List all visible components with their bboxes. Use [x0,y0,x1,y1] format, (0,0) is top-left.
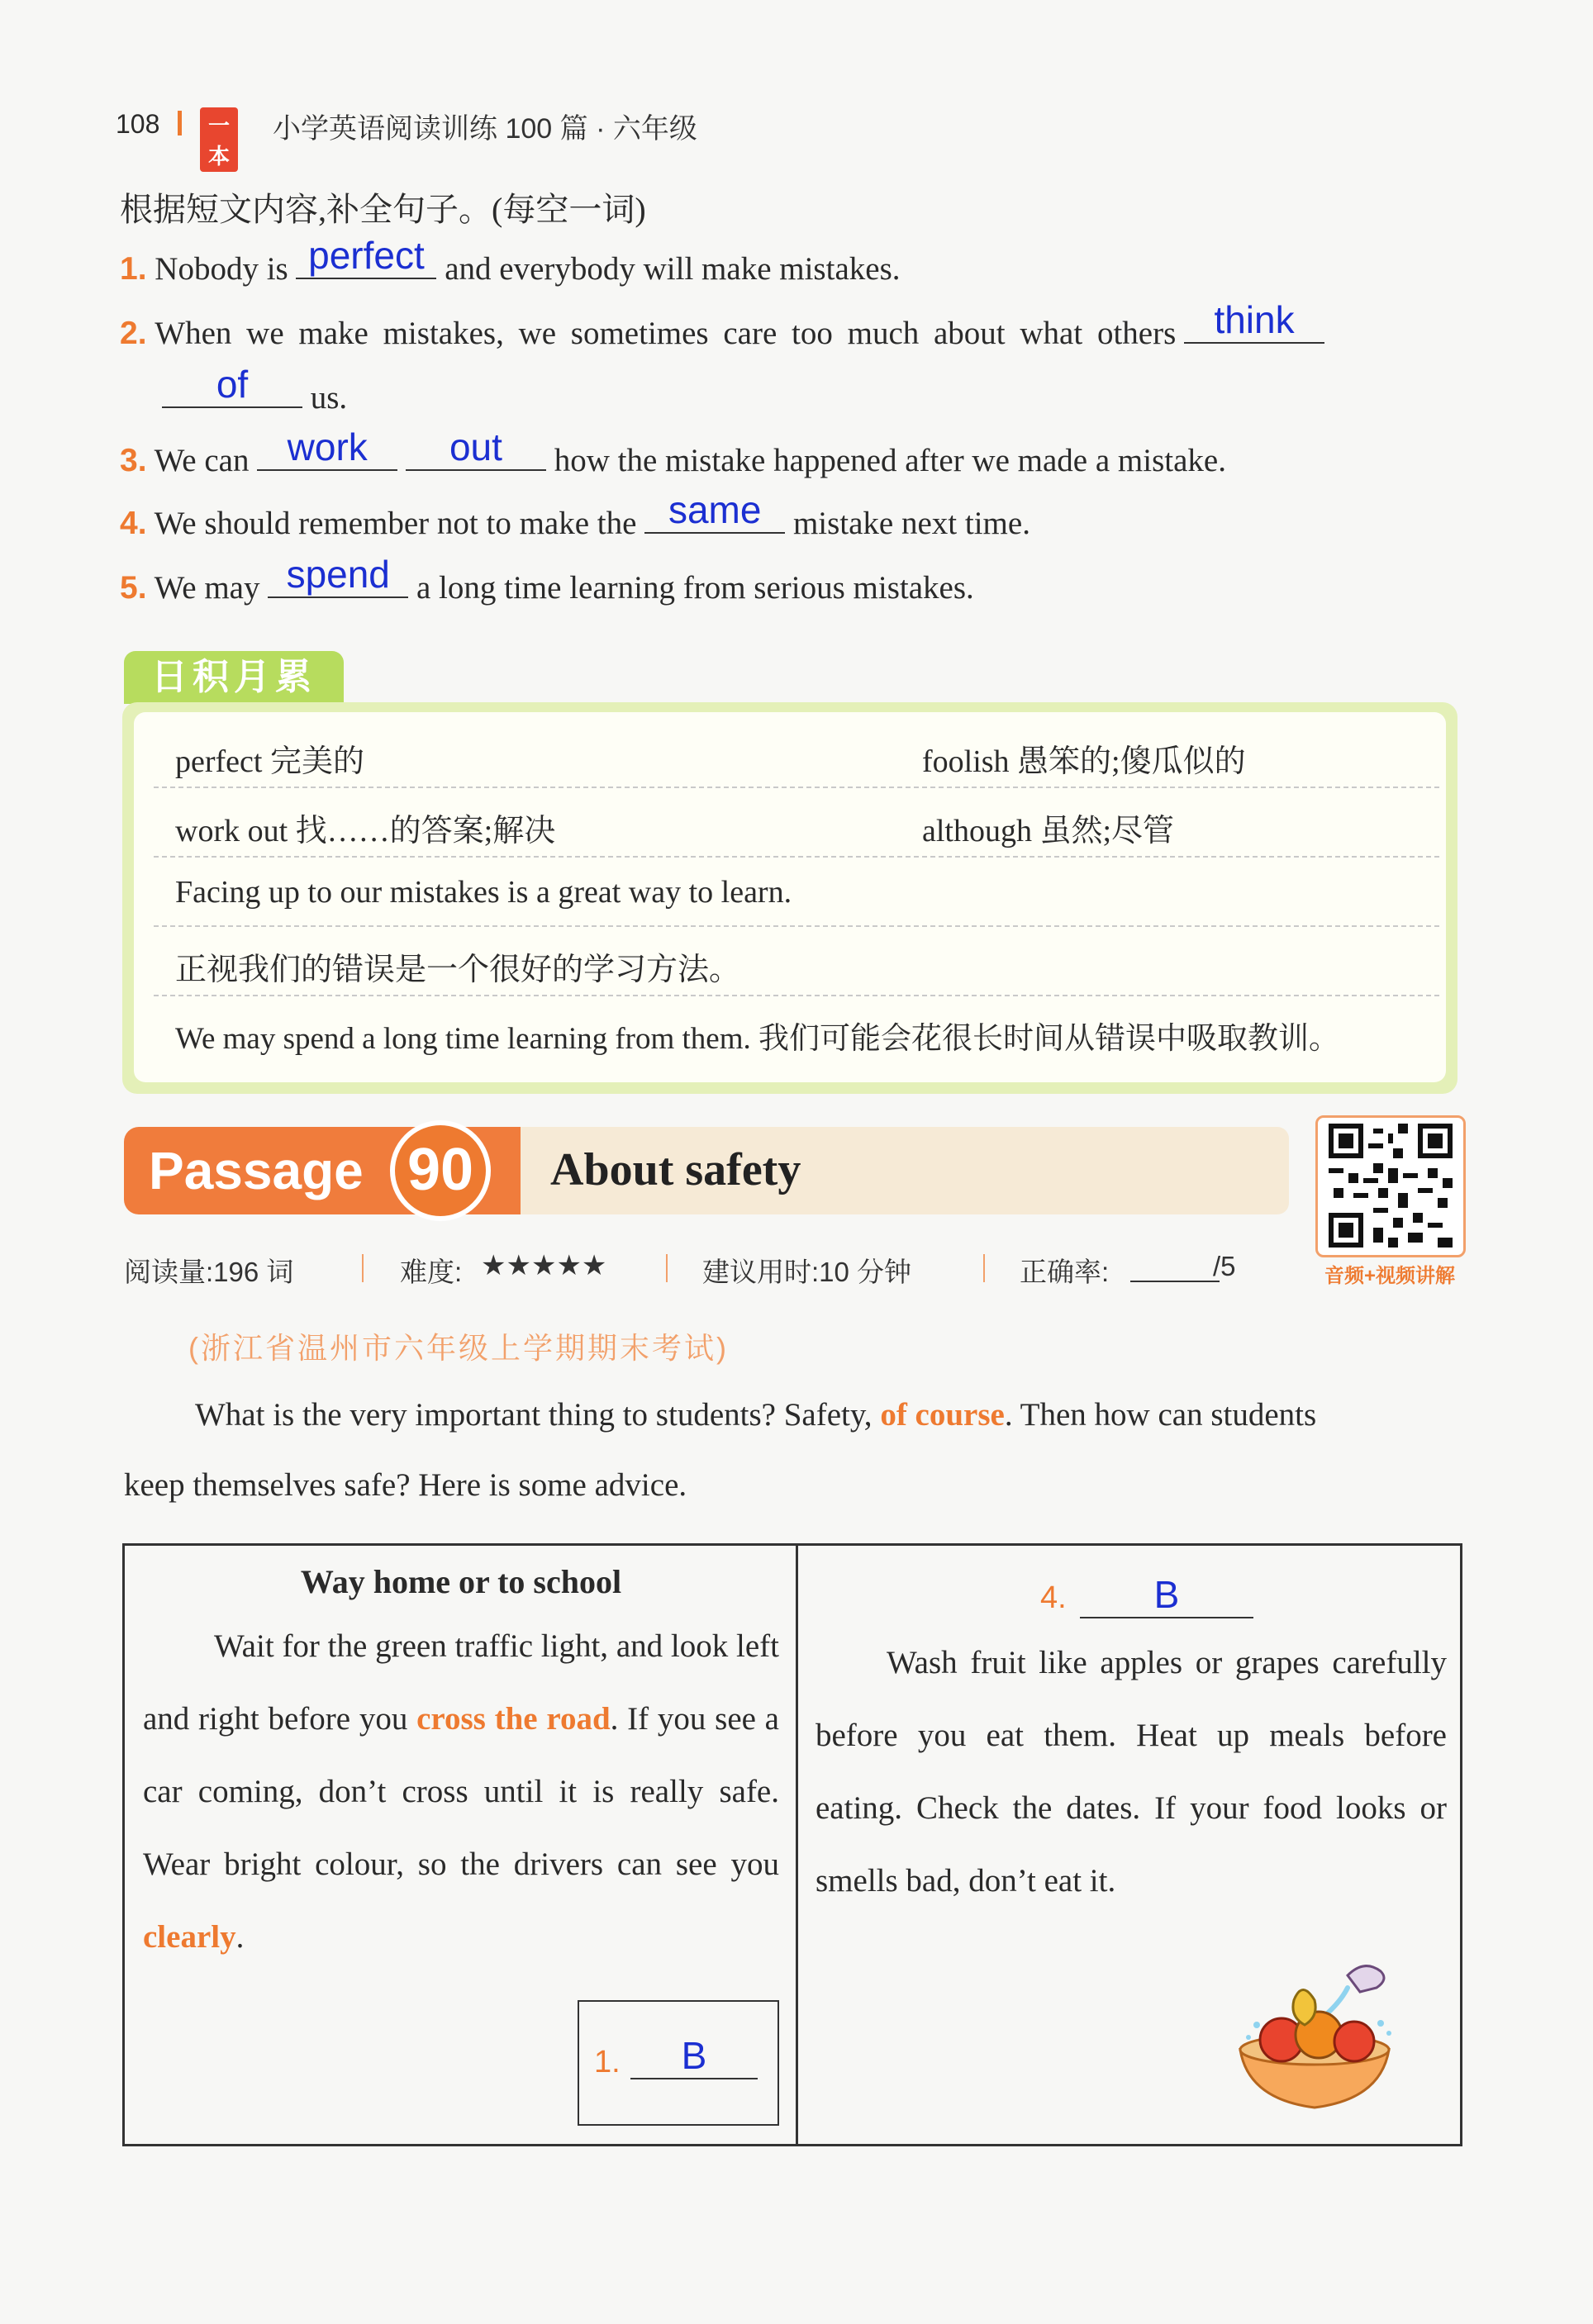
brand-logo: 一本 [200,107,238,172]
answer: perfect [308,234,425,277]
question-4: 4. We should remember not to make the same mistake next time. [120,488,1030,541]
answer-blank[interactable] [296,234,436,279]
answer: think [1214,298,1295,341]
answer: work [287,425,368,468]
question-5: 5. We may spend a long time learning from serious mistakes. [120,553,974,606]
question-1: 1. Nobody is perfect and everybody will make mistakes. [120,234,901,287]
qr-code-icon [1329,1124,1453,1248]
question-3: 3. We can work out how the mistake happened after we made a mistake. [120,425,1226,478]
vocab-sentence: 正视我们的错误是一个很好的学习方法。 [175,953,741,987]
page-number: 108 [116,109,160,139]
difficulty-label: 难度: [400,1257,463,1287]
vocab-row [154,717,1439,788]
vocab-row [154,925,1439,996]
suggested-time: 建议用时:10 分钟 [702,1257,912,1287]
answer-blank[interactable] [268,553,408,598]
passage-intro: What is the very important thing to students? Safety, of course. Then how can students keep themselves safe? Here is some advice. [124,1397,1317,1503]
answer-blank[interactable] [1184,298,1324,344]
vocab-row [154,787,1439,858]
answer: out [449,425,502,468]
table-cell-left [143,1557,779,1974]
answer-box-1[interactable] [578,2000,779,2126]
question-number: 2. [120,316,147,351]
answer-blank[interactable] [644,488,785,534]
question-number: 1. [594,2045,621,2079]
passage-number-badge: 90 [390,1120,491,1221]
cell-body: Wash fruit like apples or grapes carefully before you eat them. Heat up meals before eating. Check the dates. If your food looks or smells bad, don’t eat it. [816,1645,1447,1899]
word-count: 阅读量:196 词 [124,1257,294,1287]
question-number: 1. [120,251,147,287]
answer-blank[interactable] [406,425,546,471]
passage-source: (浙江省温州市六年级上学期期末考试) [188,1331,729,1365]
cell-body: Wait for the green traffic light, and look left and right before you cross the road. If you see a car coming, don’t cross until it is really safe. Wear bright colour, so the drivers can see you clearly. [143,1628,779,1955]
difficulty-stars: ★★★★★ [481,1250,607,1281]
fruit-bowl-illustration [1224,1951,1405,2116]
header-divider [178,111,182,135]
highlight: cross the road [416,1701,611,1737]
question-number: 5. [120,570,147,606]
vocab-row [154,995,1439,1064]
table-cell-right [816,1562,1447,1918]
vocab-right: although 虽然;尽管 [922,814,1175,848]
passage-label: Passage [124,1127,521,1214]
highlight: of course [880,1397,1005,1433]
vocab-sentence: Facing up to our mistakes is a great way to learn. [175,875,792,910]
question-number: 4. [120,506,147,541]
answer-blank[interactable] [1080,1573,1253,1618]
qr-code[interactable] [1315,1115,1466,1257]
exercise-instruction: 根据短文内容,补全句子。(每空一词) [120,191,646,228]
question-number: 4. [1040,1580,1067,1615]
passage-banner [124,1127,1289,1214]
stats-divider [666,1254,668,1282]
question-2-cont: of us. [162,373,347,416]
question-number: 3. [120,443,147,478]
advice-table [122,1543,1462,2146]
accuracy-total: /5 [1213,1251,1236,1281]
cell-question [816,1562,1447,1620]
table-divider [796,1546,798,2144]
passage-title: About safety [550,1144,801,1195]
vocab-row [154,856,1439,927]
answer: B [1153,1573,1180,1616]
vocab-tab: 日积月累 [124,651,344,704]
vocab-right: foolish 愚笨的;傻瓜似的 [922,744,1246,779]
book-title: 小学英语阅读训练 100 篇 · 六年级 [273,113,697,145]
vocab-left: perfect 完美的 [175,744,364,779]
accuracy-label: 正确率: [1020,1257,1110,1287]
accuracy-blank[interactable] [1130,1281,1220,1282]
answer: B [681,2034,707,2077]
answer: spend [286,553,390,596]
answer-blank [630,2034,758,2079]
answer: same [668,488,762,531]
answer-blank[interactable] [257,425,397,471]
stats-divider [983,1254,985,1282]
cell-heading: Way home or to school [300,1563,622,1600]
vocab-sentence: We may spend a long time learning from them. 我们可能会花很长时间从错误中吸取教训。 [175,1022,1339,1056]
stats-divider [362,1254,364,1282]
answer: of [216,363,249,406]
vocab-left: work out 找……的答案;解决 [175,814,556,848]
highlight: clearly [143,1919,236,1955]
question-2: 2. When we make mistakes, we sometimes care too much about what others think [120,309,1324,352]
qr-caption: 音频+视频讲解 [1324,1265,1455,1287]
